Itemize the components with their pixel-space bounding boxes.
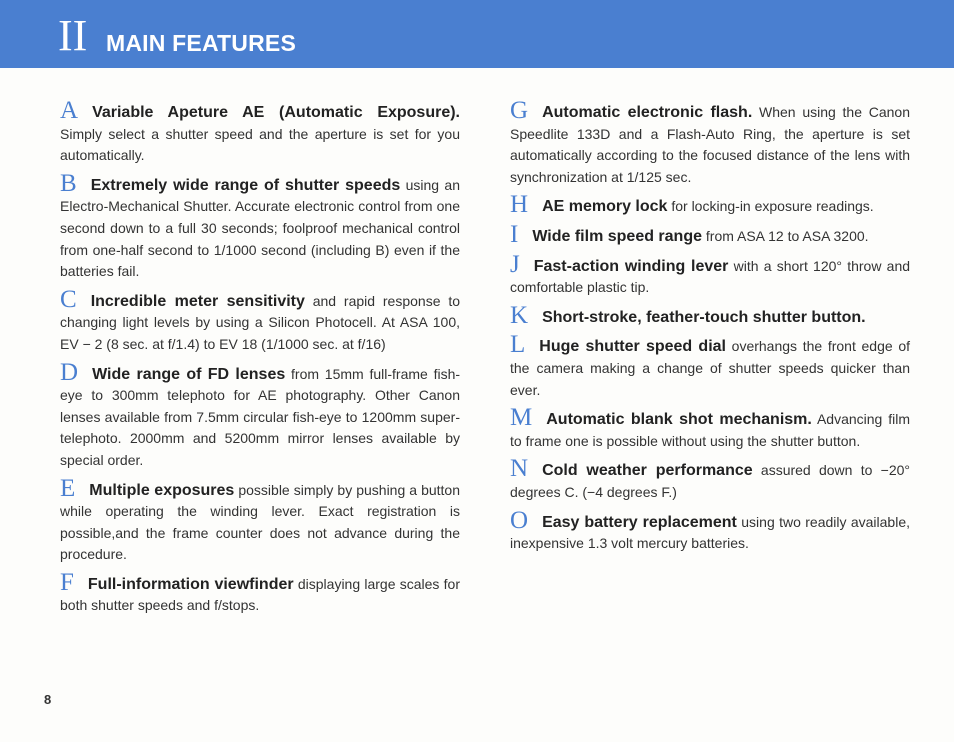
feature-title: Extremely wide range of shutter speeds	[90, 176, 401, 194]
feature-item	[510, 250, 911, 299]
feature-letter: E	[60, 474, 76, 502]
feature-letter: C	[60, 285, 77, 313]
feature-description: for locking-in exposure readings.	[671, 198, 874, 215]
feature-title: Variable Apeture AE (Automatic Exposure).	[92, 104, 460, 121]
feature-description: possible simply by pushing a button while operating the winding lever. Exact registration is possible,and the frame counter does not advance during the procedure.	[60, 481, 460, 563]
feature-letter: G	[510, 97, 529, 124]
feature-item	[60, 474, 460, 566]
chapter-numeral: II	[58, 11, 88, 60]
feature-title: Wide film speed range	[532, 227, 702, 245]
feature-title: Huge shutter speed dial	[539, 338, 726, 356]
feature-title: Full-information viewfinder	[87, 575, 294, 593]
feature-title: Fast-action winding lever	[533, 257, 729, 275]
feature-description: using an Electro-Mechanical Shutter. Accurate electronic control from one second down to a full 30 seconds; foolproof mechanical control from one-half second to 1/1000 second (including B) even if the batteries fail.	[60, 176, 460, 280]
feature-item	[510, 455, 910, 503]
page-title: MAIN FEATURES	[106, 30, 297, 56]
feature-letter: M	[510, 404, 533, 432]
feature-letter: N	[510, 455, 529, 483]
feature-letter: I	[510, 220, 519, 248]
feature-letter: A	[60, 97, 79, 124]
feature-description: from 15mm full-frame fish-eye to 300mm telephoto for AE photography. Other Canon lenses available from 7.5mm circular fish-eye to 1200mm super-telephoto. 2000mm and 5200mm mirror lenses available by special order.	[60, 365, 461, 468]
feature-item	[510, 404, 911, 452]
feature-description: When using the Canon Speedlite 133D and a Flash-Auto Ring, the aperture is set automatically according to the focused distance of the lens with synchronization at 1/125 sec.	[510, 104, 910, 185]
right-column	[510, 97, 911, 561]
feature-letter: D	[60, 358, 79, 386]
feature-description: using two readily available, inexpensive 1.3 volt mercury batteries.	[510, 513, 911, 552]
feature-letter: J	[510, 250, 520, 278]
feature-description: from ASA 12 to ASA 3200.	[705, 227, 869, 244]
feature-item	[510, 97, 910, 188]
feature-item	[60, 285, 460, 356]
feature-letter: K	[510, 301, 529, 329]
feature-letter: L	[510, 331, 526, 359]
feature-title: AE memory lock	[542, 198, 668, 216]
feature-item	[60, 97, 460, 167]
feature-item	[510, 220, 910, 248]
feature-description: overhangs the front edge of the camera making a change of shutter speeds quicker than ever.	[510, 338, 910, 398]
feature-title: Automatic blank shot mechanism.	[546, 411, 812, 429]
feature-title: Easy battery replacement	[542, 513, 737, 531]
feature-description: assured down to −20° degrees C. (−4 degrees F.)	[510, 462, 910, 500]
feature-letter: O	[510, 506, 529, 534]
feature-item	[60, 358, 461, 472]
feature-title: Short-stroke, feather-touch shutter button.	[542, 308, 866, 326]
feature-description: with a short 120° throw and comfortable plastic tip.	[510, 257, 911, 296]
feature-letter: H	[510, 191, 529, 219]
feature-description: Simply select a shutter speed and the aperture is set for you automatically.	[60, 125, 460, 164]
feature-item	[60, 169, 460, 283]
feature-title: Multiple exposures	[89, 481, 235, 499]
feature-item	[510, 191, 910, 219]
feature-title: Automatic electronic flash.	[542, 104, 753, 121]
feature-description: Advancing film to frame one is possible without using the shutter button.	[510, 411, 911, 449]
feature-letter: F	[60, 568, 74, 596]
feature-title: Incredible meter sensitivity	[90, 292, 305, 310]
feature-description: displaying large scales for both shutter speeds and f/stops.	[60, 575, 461, 614]
feature-description: and rapid response to changing light levels by using a Silicon Photocell. At ASA 100, EV − 2 (8 sec. at f/1.4) to EV 18 (1/1000 sec. at f/16)	[60, 292, 460, 352]
feature-item	[60, 568, 461, 617]
left-column	[60, 97, 461, 623]
feature-item	[510, 301, 910, 329]
header-banner	[0, 0, 954, 68]
page-number: 8	[44, 692, 52, 707]
feature-title: Wide range of FD lenses	[92, 365, 286, 383]
feature-title: Cold weather performance	[542, 462, 753, 480]
feature-item	[510, 506, 911, 555]
feature-item	[510, 331, 910, 401]
feature-letter: B	[60, 169, 77, 197]
